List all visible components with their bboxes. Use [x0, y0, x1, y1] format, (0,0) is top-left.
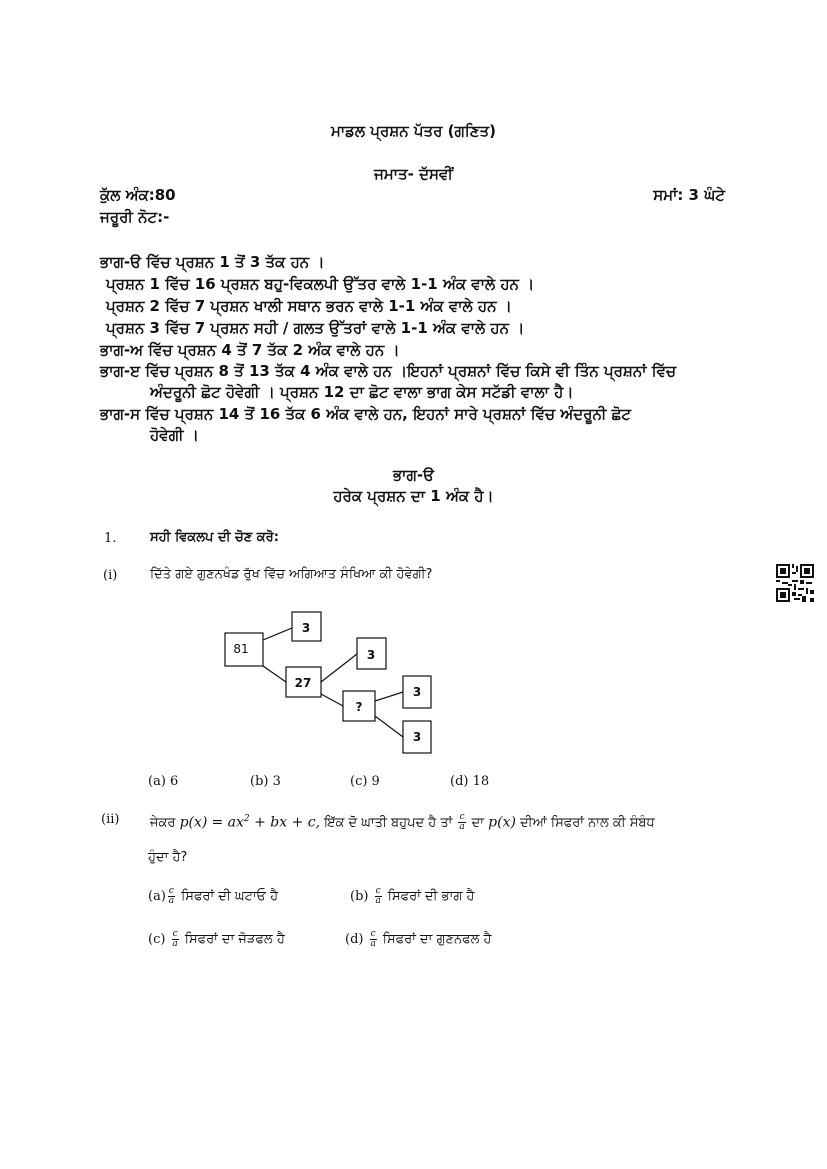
note-line: ਭਾਗ-ੳ ਵਿੱਚ ਪ੍ਰਸ਼ਨ 1 ਤੋਂ 3 ਤੱਕ ਹਨ ।	[100, 253, 325, 271]
option-d: (d) $\frac{c}{a}$ ਸਿਫਰਾਂ ਦਾ ਗੁਣਨਫਲ ਹੈ	[345, 929, 492, 949]
option-c: (c) $\frac{c}{a}$ ਸਿਫਰਾਂ ਦਾ ਜੋੜਫਲ ਹੈ	[148, 929, 285, 949]
tree-label: ?	[355, 700, 363, 714]
section-subheading: ਹਰੇਕ ਪ੍ਰਸ਼ਨ ਦਾ 1 ਅੰਕ ਹੈ।	[333, 487, 494, 505]
note-line: ਅੰਦਰੂਨੀ ਛੋਟ ਹੋਵੇਗੀ । ਪ੍ਰਸ਼ਨ 12 ਦਾ ਛੋਟ ਵਾਲਾ ਭਾਗ ਕੇਸ ਸਟੱਡੀ ਵਾਲਾ ਹੈ।	[150, 383, 574, 401]
sub-question-text: ਜੇਕਰ $p(x) = ax^2$ + bx + c, ਇੱਕ ਦੋ ਘਾਤੀ ਬਹੁਪਦ ਹੈ ਤਾਂ $\frac{c}{a}$ ਦਾ p(x) ਦੀਆਂ ਸਿਫਰਾਂ ਨਾਲ ਕੀ ਸੰਬੰਧ	[150, 812, 655, 833]
note-line: ਭਾਗ-ਅ ਵਿੱਚ ਪ੍ਰਸ਼ਨ 4 ਤੋਂ 7 ਤੱਕ 2 ਅੰਕ ਵਾਲੇ ਹਨ ।	[100, 341, 400, 359]
sub-question-label: (ii)	[101, 812, 120, 827]
note-line: ਹੋਵੇਗੀ ।	[150, 426, 199, 444]
tree-label: 27	[294, 676, 312, 690]
section-heading: ਭਾਗ-ੳ	[392, 466, 435, 484]
tree-label: 81	[233, 642, 249, 656]
fraction-c-over-a: $\frac{c}{a}$	[459, 812, 465, 833]
option-a: (a) $\frac{c}{a}$ ਸਿਫਰਾਂ ਦੀ ਘਟਾਓ ਹੈ	[148, 886, 279, 906]
sub-question-label: (i)	[103, 568, 118, 583]
note-line: ਪ੍ਰਸ਼ਨ 3 ਵਿੱਚ 7 ਪ੍ਰਸ਼ਨ ਸਹੀ / ਗਲਤ ਉੱਤਰਾਂ ਵਾਲੇ 1-1 ਅੰਕ ਵਾਲੇ ਹਨ ।	[106, 319, 525, 337]
time-allowed: ਸਮਾਂ: 3 ਘੰਟੇ	[653, 186, 725, 204]
total-marks: ਕੁੱਲ ਅੰਕ:80	[100, 186, 176, 204]
note-line: ਭਾਗ-ਸ ਵਿੱਚ ਪ੍ਰਸ਼ਨ 14 ਤੋਂ 16 ਤੱਕ 6 ਅੰਕ ਵਾਲੇ ਹਨ, ਇਹਨਾਂ ਸਾਰੇ ਪ੍ਰਸ਼ਨਾਂ ਵਿੱਚ ਅੰਦਰੂਨੀ ਛੋਟ	[100, 405, 632, 423]
tree-label: 3	[412, 730, 422, 744]
tree-label: 3	[366, 648, 376, 662]
page-title: ਮਾਡਲ ਪ੍ਰਸ਼ਨ ਪੱਤਰ (ਗਣਿਤ)	[331, 122, 496, 140]
note-line: ਪ੍ਰਸ਼ਨ 2 ਵਿੱਚ 7 ਪ੍ਰਸ਼ਨ ਖਾਲੀ ਸਥਾਨ ਭਰਨ ਵਾਲੇ 1-1 ਅੰਕ ਵਾਲੇ ਹਨ ।	[106, 297, 512, 315]
tree-label: 3	[412, 685, 422, 699]
option-b: (b) $\frac{c}{a}$ ਸਿਫਰਾਂ ਦੀ ਭਾਗ ਹੈ	[350, 886, 475, 906]
qr-code-icon	[776, 564, 814, 602]
option-d: (d) 18	[450, 774, 490, 789]
question-number: 1.	[104, 531, 117, 546]
option-c: (c) 9	[350, 774, 380, 789]
note-line: ਭਾਗ-ੲ ਵਿੱਚ ਪ੍ਰਸ਼ਨ 8 ਤੋਂ 13 ਤੱਕ 4 ਅੰਕ ਵਾਲੇ ਹਨ ।ਇਹਨਾਂ ਪ੍ਰਸ਼ਨਾਂ ਵਿੱਚ ਕਿਸੇ ਵੀ ਤਿੰਨ ਪ੍ਰਸ਼ਨਾਂ ਵਿੱਚ	[100, 362, 677, 380]
option-b: (b) 3	[250, 774, 281, 789]
class-line: ਜਮਾਤ- ਦੱਸਵੀਂ	[374, 165, 453, 183]
sub-question-text: ਦਿੱਤੇ ਗਏ ਗੁਣਨਖੰਡ ਰੁੱਖ ਵਿੱਚ ਅਗਿਆਤ ਸੰਖਿਆ ਕੀ ਹੋਵੇਗੀ?	[150, 567, 433, 582]
tree-label: 3	[301, 621, 311, 635]
option-a: (a) 6	[148, 774, 179, 789]
sub-question-text-line2: ਹੁੰਦਾ ਹੈ?	[148, 850, 188, 865]
note-heading: ਜਰੂਰੀ ਨੋਟ:-	[100, 208, 170, 226]
note-line: ਪ੍ਰਸ਼ਨ 1 ਵਿੱਚ 16 ਪ੍ਰਸ਼ਨ ਬਹੁ-ਵਿਕਲਪੀ ਉੱਤਰ ਵਾਲੇ 1-1 ਅੰਕ ਵਾਲੇ ਹਨ ।	[106, 275, 535, 293]
question-instruction: ਸਹੀ ਵਿਕਲਪ ਦੀ ਚੋਣ ਕਰੋ:	[150, 530, 279, 545]
